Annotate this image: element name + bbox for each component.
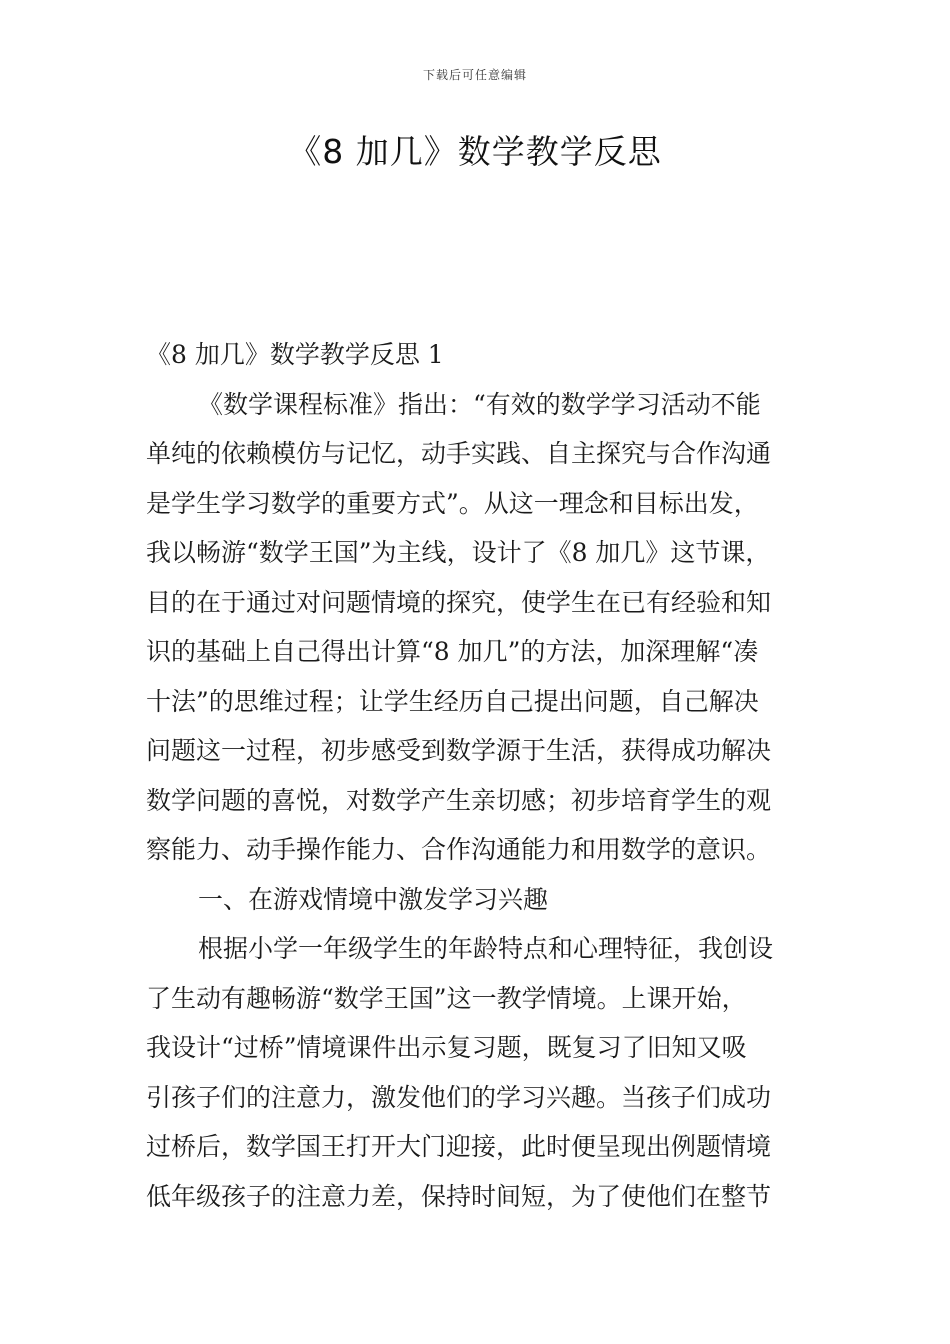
paragraph-line: 引孩子们的注意力，激发他们的学习兴趣。当孩子们成功 — [146, 1082, 772, 1112]
paragraph-line: 是学生学习数学的重要方式”。从这一理念和目标出发， — [146, 488, 759, 518]
paragraph-line: 单纯的依赖模仿与记忆，动手实践、自主探究与合作沟通 — [146, 439, 772, 468]
paragraph-1 — [146, 380, 812, 875]
paragraph-line: 我设计“过桥”情境课件出示复习题，既复习了旧知又吸 — [146, 1033, 747, 1062]
paragraph-line: 根据小学一年级学生的年龄特点和心理特征，我创设 — [198, 934, 774, 963]
paragraph-line: 《数学课程标准》指出：“有效的数学学习活动不能 — [198, 389, 761, 419]
subheading: 一、在游戏情境中激发学习兴趣 — [198, 884, 549, 914]
paragraph-line: 十法”的思维过程；让学生经历自己提出问题，自己解决 — [146, 686, 759, 716]
paragraph-line: 低年级孩子的注意力差，保持时间短，为了使他们在整节 — [146, 1181, 772, 1211]
paragraph-line: 了生动有趣畅游“数学王国”这一教学情境。上课开始， — [146, 983, 747, 1013]
paragraph-line: 察能力、动手操作能力、合作沟通能力和用数学的意识。 — [146, 835, 772, 864]
paragraph-line: 目的在于通过对问题情境的探究，使学生在已有经验和知 — [146, 587, 772, 617]
paragraph-line: 我以畅游“数学王国”为主线，设计了《8 加几》这节课， — [146, 538, 771, 567]
paragraph-line: 过桥后，数学国王打开大门迎接，此时便呈现出例题情境 — [146, 1132, 772, 1161]
paragraph-line: 识的基础上自己得出计算“8 加几”的方法，加深理解“凑 — [146, 637, 759, 666]
paragraph-line: 数学问题的喜悦，对数学产生亲切感；初步培育学生的观 — [146, 785, 772, 815]
document-body — [146, 330, 812, 1221]
paragraph-2 — [146, 924, 812, 1221]
header-note: 下载后可任意编辑 — [422, 68, 527, 82]
section-heading: 《8 加几》数学教学反思 1 — [146, 340, 444, 369]
document-title: 《8 加几》数学教学反思 — [288, 132, 662, 171]
paragraph-line: 问题这一过程，初步感受到数学源于生活，获得成功解决 — [146, 736, 772, 765]
